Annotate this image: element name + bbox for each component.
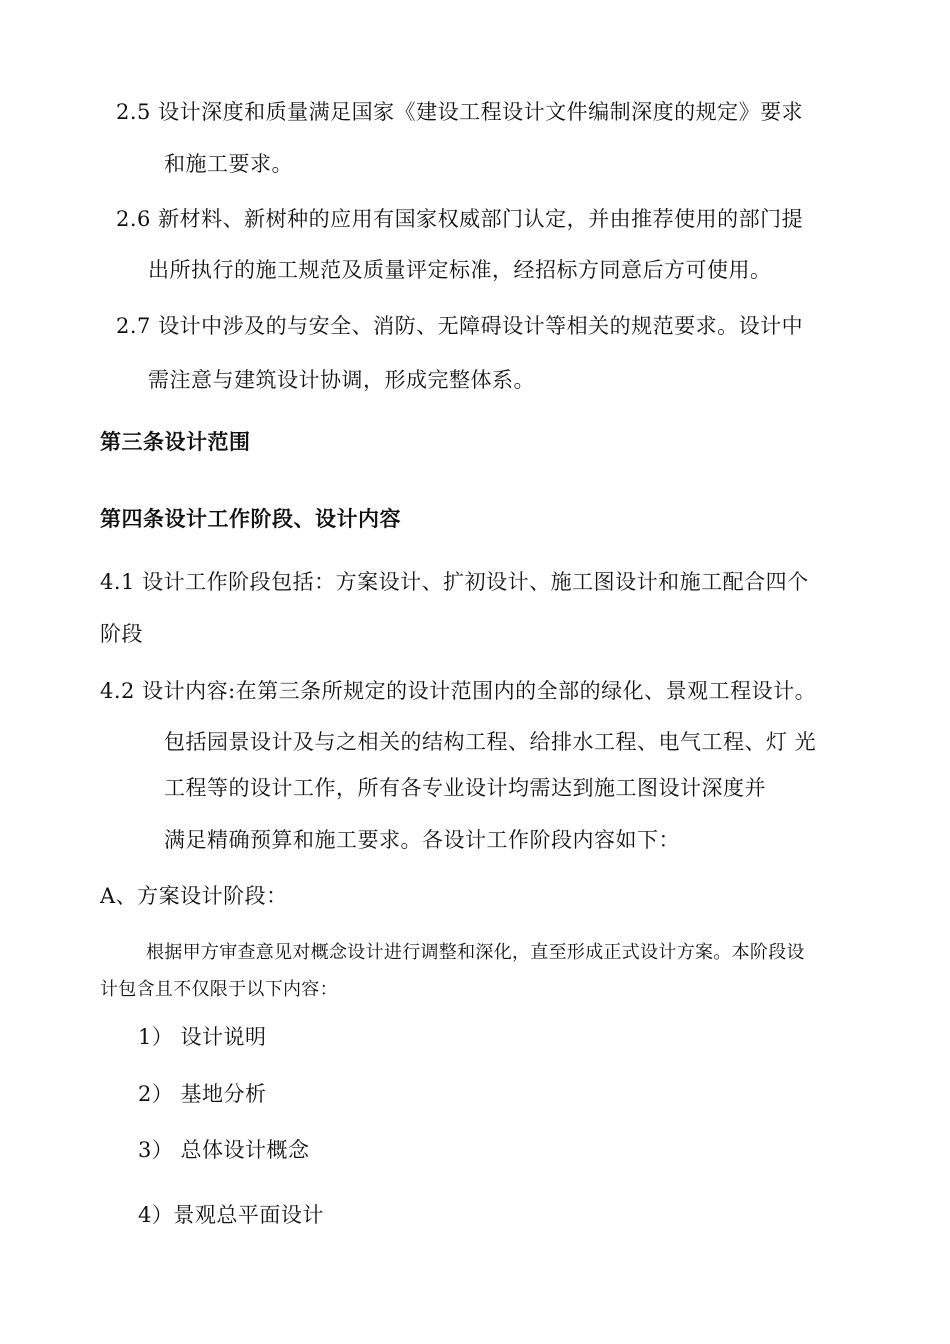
stage-a-description-line-1: 根据甲方审查意见对概念设计进行调整和深化，直至形成正式设计方案。本阶段设 bbox=[146, 942, 805, 963]
list-item-design-description: 1） 设计说明 bbox=[138, 1025, 267, 1049]
clause-4-1-line-1: 4.1 设计工作阶段包括：方案设计、扩初设计、施工图设计和施工配合四个 bbox=[100, 570, 809, 594]
clause-4-2-line-1: 4.2 设计内容:在第三条所规定的设计范围内的全部的绿化、景观工程设计。 bbox=[100, 679, 817, 703]
clause-2-7-line-2: 需注意与建筑设计协调，形成完整体系。 bbox=[148, 368, 535, 392]
clause-4-1-line-2: 阶段 bbox=[100, 622, 143, 646]
clause-2-6-line-1: 2.6 新材料、新树种的应用有国家权威部门认定，并由推荐使用的部门提 bbox=[116, 207, 804, 231]
clause-2-5-line-1: 2.5 设计深度和质量满足国家《建设工程设计文件编制深度的规定》要求 bbox=[116, 100, 804, 124]
clause-2-6-line-2: 出所执行的施工规范及质量评定标准，经招标方同意后方可使用。 bbox=[148, 258, 772, 282]
article-4-heading: 第四条设计工作阶段、设计内容 bbox=[100, 507, 401, 531]
stage-a-description-line-2: 计包含且不仅限于以下内容： bbox=[100, 979, 338, 1000]
clause-2-7-line-1: 2.7 设计中涉及的与安全、消防、无障碍设计等相关的规范要求。设计中 bbox=[116, 314, 804, 338]
list-item-master-plan: 4）景观总平面设计 bbox=[138, 1203, 324, 1227]
list-item-site-analysis: 2） 基地分析 bbox=[138, 1082, 267, 1106]
clause-2-5-line-2: 和施工要求。 bbox=[164, 152, 293, 176]
clause-4-2-line-2: 包括园景设计及与之相关的结构工程、给排水工程、电气工程、灯 光 bbox=[164, 730, 817, 754]
list-item-overall-concept: 3） 总体设计概念 bbox=[138, 1138, 310, 1162]
clause-4-2-line-3: 工程等的设计工作，所有各专业设计均需达到施工图设计深度并 bbox=[164, 776, 766, 800]
clause-4-2-line-4: 满足精确预算和施工要求。各设计工作阶段内容如下： bbox=[164, 828, 680, 852]
article-3-heading: 第三条设计范围 bbox=[100, 430, 251, 454]
stage-a-heading: A、方案设计阶段： bbox=[100, 884, 288, 908]
